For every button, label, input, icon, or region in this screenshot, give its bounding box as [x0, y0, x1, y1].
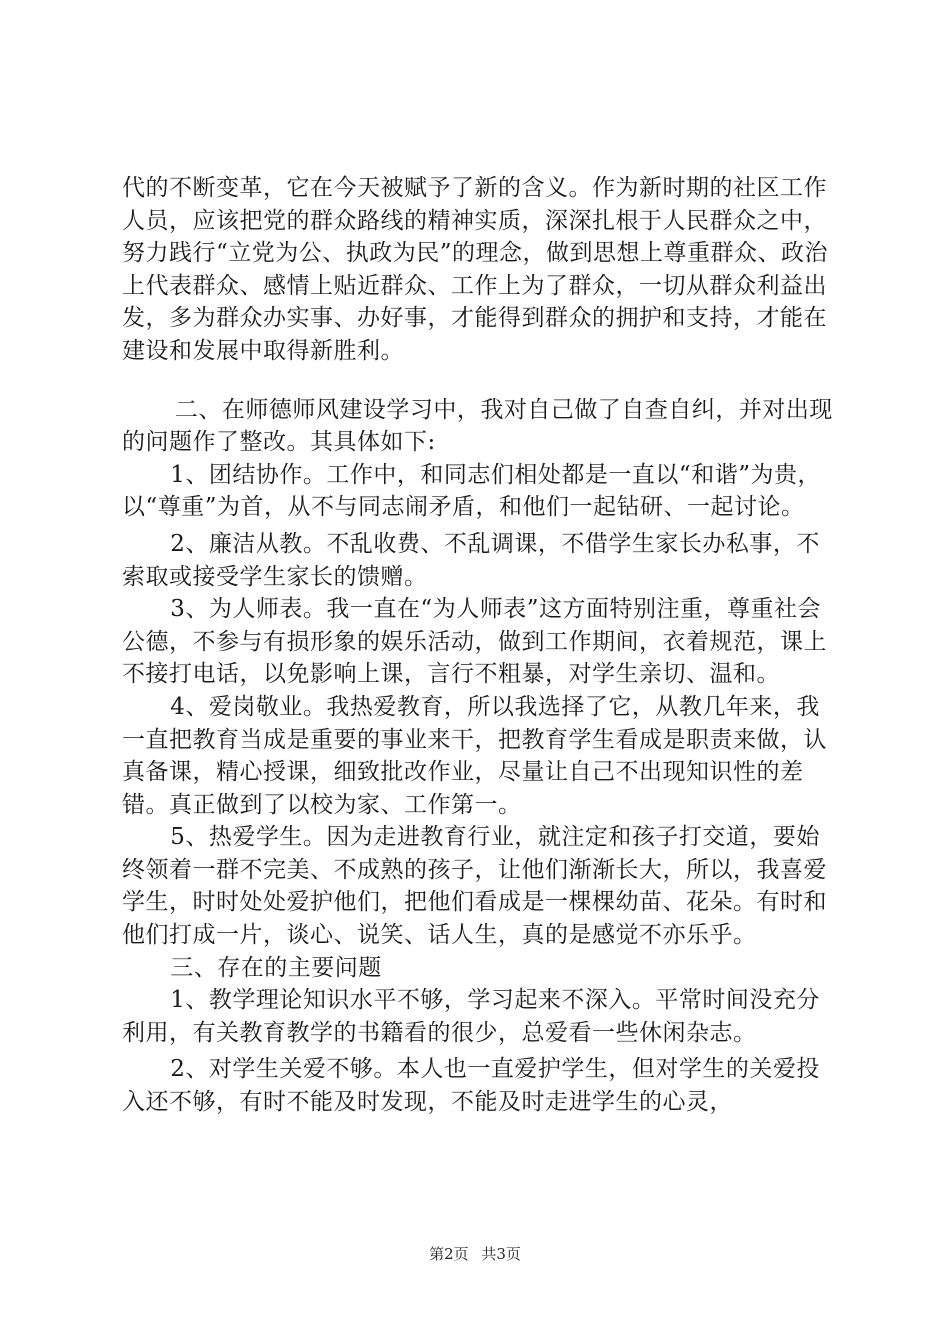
page-number: 第2页	[429, 1245, 469, 1263]
document-body	[122, 172, 836, 1119]
page-footer	[0, 1243, 950, 1264]
problem-care: 2、对学生关爱不够。本人也一直爱护学生，但对学生的关爱投入还不够，有时不能及时发现，不能及时走进学生的心灵，	[122, 1056, 820, 1116]
item-love-students: 5、热爱学生。因为走进教育行业，就注定和孩子打交道，要始终领着一群不完美、不成熟的孩子，让他们渐渐长大，所以，我喜爱学生，时时处处爱护他们，把他们看成是一棵棵幼苗、花朵。有时和他们打成一片，谈心、说笑、话人生，真的是感觉不亦乐乎。	[122, 824, 827, 949]
item-dedication: 4、爱岗敬业。我热爱教育，所以我选择了它，从教几年来，我一直把教育当成是重要的事业来干，把教育学生看成是职责来做，认真备课，精心授课，细致批改作业，尽量让自己不出现知识性的差错。真正做到了以校为家、工作第一。	[122, 693, 827, 818]
paragraph-continuation: 代的不断变革，它在今天被赋予了新的含义。作为新时期的社区工作人员，应该把党的群众路线的精神实质，深深扎根于人民群众之中，努力践行“立党为公、执政为民”的理念，做到思想上尊重群众、政治上代表群众、感情上贴近群众、工作上为了群众，一切从群众利益出发，多为群众办实事、办好事，才能得到群众的拥护和支持，才能在建设和发展中取得新胜利。	[122, 175, 829, 364]
section-two-intro: 二、在师德师风建设学习中，我对自己做了自查自纠，并对出现的问题作了整改。其具体如下:	[122, 396, 833, 456]
page-total: 共3页	[481, 1245, 521, 1263]
item-role-model: 3、为人师表。我一直在“为人师表”这方面特别注重，尊重社会公德，不参与有损形象的娱乐活动，做到工作期间，衣着规范，课上不接打电话，以免影响上课，言行不粗暴，对学生亲切、温和。	[122, 596, 827, 688]
paragraph-gap	[122, 368, 836, 394]
problem-theory: 1、教学理论知识水平不够，学习起来不深入。平常时间没充分利用，有关教育教学的书籍看的很少，总爱看一些休闲杂志。	[122, 987, 820, 1046]
item-integrity: 2、廉洁从教。不乱收费、不乱调课，不借学生家长办私事，不索取或接受学生家长的馈赠。	[122, 530, 820, 590]
item-teamwork: 1、团结协作。工作中，和同志们相处都是一直以“和谐”为贵，以“尊重”为首，从不与同志闹矛盾，和他们一起钻研、一起讨论。	[122, 461, 821, 521]
section-three-heading: 三、存在的主要问题	[170, 954, 382, 981]
